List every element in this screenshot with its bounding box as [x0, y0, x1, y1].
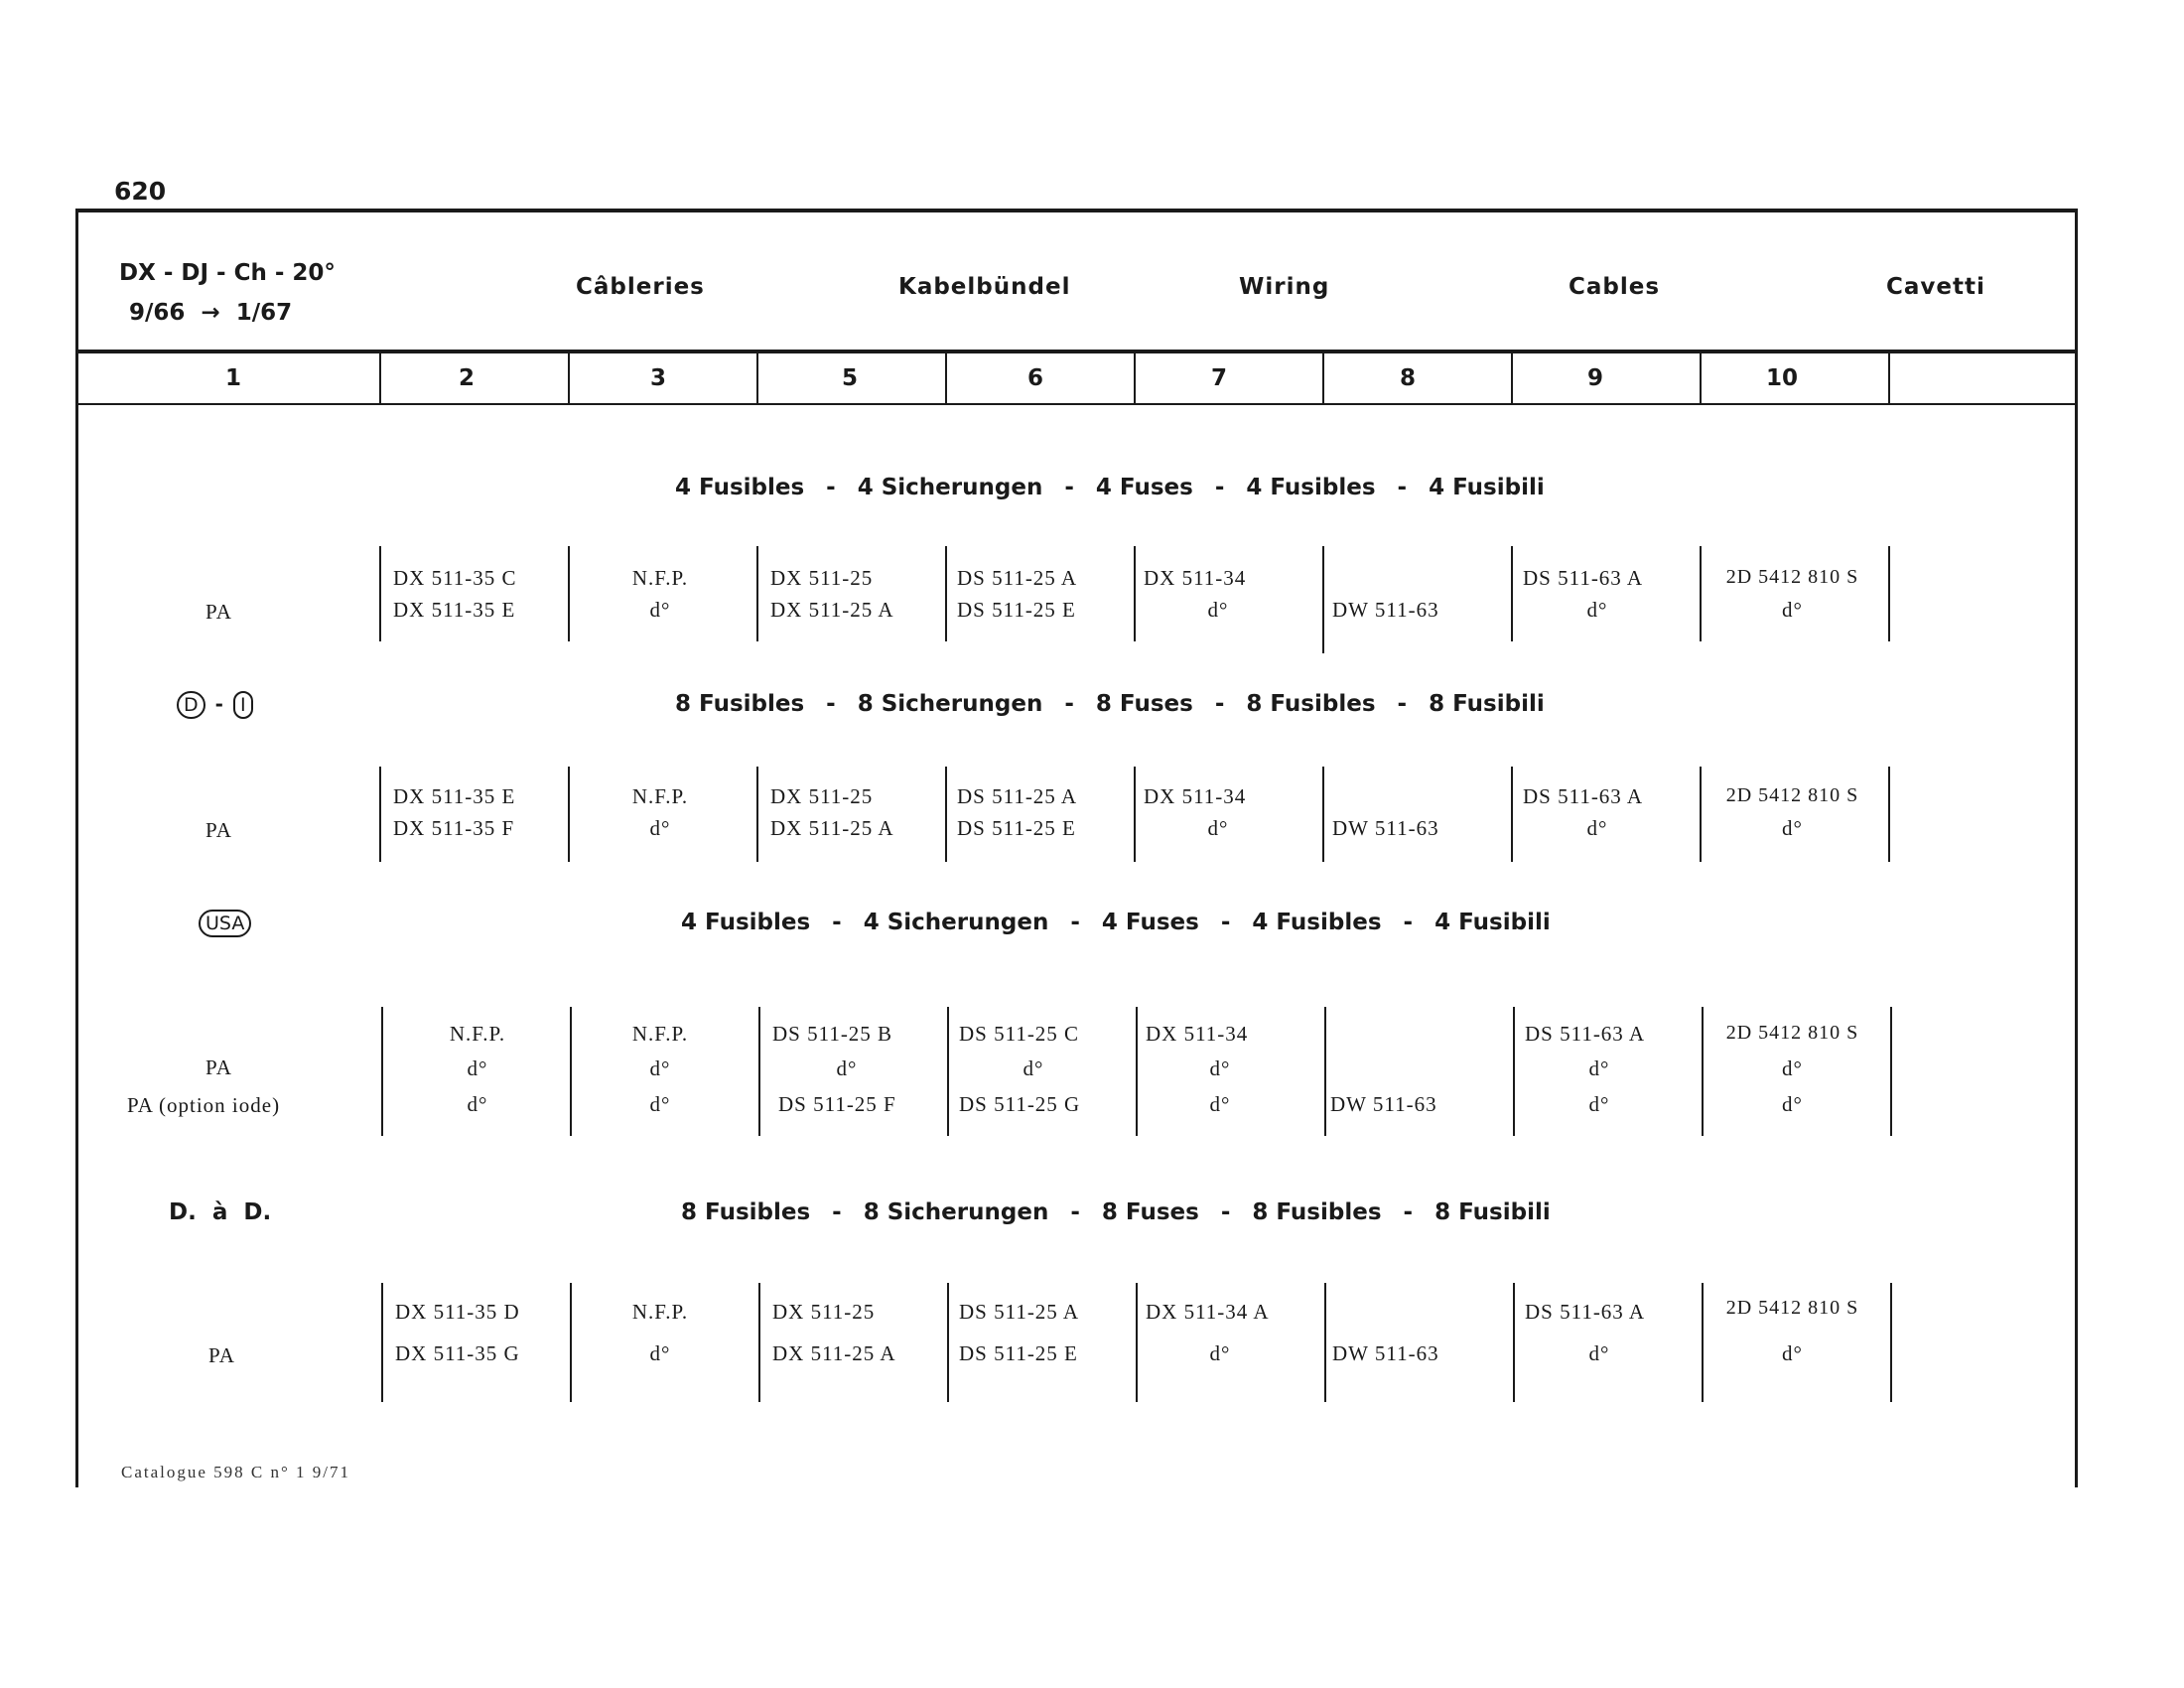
cell: DW 511-63: [1332, 1341, 1439, 1365]
band-it: 8 Fusibili: [1429, 691, 1545, 717]
cell-divider: [1134, 546, 1136, 641]
cell: d°: [1207, 598, 1229, 622]
catalogue-footer: Catalogue 598 C n° 1 9/71: [121, 1463, 351, 1481]
band-en: 4 Fuses: [1095, 475, 1193, 500]
cell: 2D 5412 810 S: [1725, 566, 1859, 588]
band-de: 8 Sicherungen: [857, 691, 1043, 717]
cell: d°: [1782, 598, 1803, 622]
band-fr: 4 Fusibles: [675, 475, 805, 500]
band-en: 8 Fuses: [1095, 691, 1193, 717]
cell: d°: [1782, 1092, 1803, 1116]
cell-divider: [1324, 1283, 1326, 1402]
col-divider: [945, 352, 947, 404]
cell: DS 511-63 A: [1523, 784, 1644, 808]
cell: DS 511-63 A: [1525, 1022, 1646, 1046]
model-date-range: [119, 293, 336, 333]
cell: d°: [1588, 1092, 1610, 1116]
cell: DX 511-34: [1146, 1022, 1249, 1046]
cell: d°: [649, 1341, 671, 1365]
cell-divider: [1324, 1007, 1326, 1136]
cell-divider: [1700, 546, 1702, 641]
band-en: 8 Fuses: [1101, 1199, 1199, 1225]
cell-divider: [1136, 1283, 1138, 1402]
cell-divider: [758, 1007, 760, 1136]
fuse-band: 4 Fusibles - 4 Sicherungen - 4 Fuses - 4 Fusibles - 4 Fusibili: [675, 475, 1545, 500]
country-badge-usa: USA: [199, 910, 251, 937]
title-es: Cables: [1569, 274, 1661, 300]
cell-divider: [1513, 1283, 1515, 1402]
col-header-1: 1: [224, 365, 241, 391]
cell: d°: [1209, 1341, 1231, 1365]
cell: d°: [467, 1056, 488, 1080]
title-fr: Câbleries: [576, 274, 705, 300]
col-divider: [1511, 352, 1513, 404]
cell: DS 511-63 A: [1523, 566, 1644, 590]
cell: d°: [1207, 816, 1229, 840]
cell-divider: [1134, 767, 1136, 862]
cell-divider: [1322, 767, 1324, 862]
cell: DW 511-63: [1332, 598, 1439, 622]
cell-divider: [379, 546, 381, 641]
cell-divider: [381, 1283, 383, 1402]
cell: DS 511-25 F: [778, 1092, 896, 1116]
cell: DS 511-25 G: [959, 1092, 1081, 1116]
cell: DX 511-25 A: [770, 598, 894, 622]
cell: DS 511-25 E: [957, 598, 1076, 622]
band-es: 8 Fusibles: [1252, 1199, 1382, 1225]
cell: DX 511-35 F: [393, 816, 515, 840]
cell: d°: [1588, 1056, 1610, 1080]
cell: DS 511-25 E: [957, 816, 1076, 840]
cell: d°: [467, 1092, 488, 1116]
col-header-2: 2: [458, 365, 475, 391]
region-marker: [177, 691, 253, 719]
band-de: 4 Sicherungen: [863, 910, 1049, 935]
cell: d°: [1588, 1341, 1610, 1365]
band-fr: 4 Fusibles: [681, 910, 811, 935]
band-es: 4 Fusibles: [1246, 475, 1376, 500]
cell: N.F.P.: [449, 1022, 506, 1046]
band-fr: 8 Fusibles: [675, 691, 805, 717]
col-header-5: 5: [841, 365, 858, 391]
model-date-from: 9/66: [129, 300, 186, 326]
cell: DX 511-25: [770, 784, 874, 808]
cell: d°: [1209, 1092, 1231, 1116]
cell-divider: [1513, 1007, 1515, 1136]
cell: 2D 5412 810 S: [1725, 1297, 1859, 1319]
col-divider: [568, 352, 570, 404]
cell-divider: [568, 767, 570, 862]
row-label: PA: [205, 1055, 232, 1079]
band-de: 8 Sicherungen: [863, 1199, 1049, 1225]
cell-divider: [1511, 767, 1513, 862]
cell-divider: [570, 1283, 572, 1402]
cell-divider: [570, 1007, 572, 1136]
arrow-right-icon: →: [201, 300, 220, 326]
cell-divider: [381, 1007, 383, 1136]
col-header-10: 10: [1765, 365, 1798, 391]
model-block: [119, 253, 336, 333]
country-badge-i: I: [233, 691, 253, 719]
cell-divider: [756, 767, 758, 862]
col-divider: [756, 352, 758, 404]
cell: d°: [1782, 1056, 1803, 1080]
cell: DS 511-25 A: [957, 566, 1078, 590]
cell: d°: [1209, 1056, 1231, 1080]
cell-divider: [1322, 546, 1324, 653]
cell: N.F.P.: [631, 566, 689, 590]
cell: DX 511-35 D: [395, 1300, 520, 1324]
band-it: 4 Fusibili: [1429, 475, 1545, 500]
cell: DX 511-35 G: [395, 1341, 520, 1365]
col-divider: [379, 352, 381, 404]
cell: d°: [1586, 816, 1608, 840]
cell: d°: [649, 598, 671, 622]
cell: DS 511-25 A: [959, 1300, 1080, 1324]
cell: DX 511-34 A: [1146, 1300, 1270, 1324]
region-marker: [199, 910, 251, 937]
cell-divider: [945, 767, 947, 862]
cell: d°: [649, 1056, 671, 1080]
col-divider: [1700, 352, 1702, 404]
title-en: Wiring: [1239, 274, 1330, 300]
row-label: PA: [205, 818, 232, 842]
fuse-band: 8 Fusibles - 8 Sicherungen - 8 Fuses - 8 Fusibles - 8 Fusibili: [681, 1199, 1551, 1225]
row-label: PA: [208, 1343, 235, 1367]
col-header-3: 3: [649, 365, 666, 391]
row-label: PA: [205, 600, 232, 624]
cell-divider: [758, 1283, 760, 1402]
cell-divider: [947, 1283, 949, 1402]
cell: d°: [1782, 1341, 1803, 1365]
cell: DS 511-25 B: [772, 1022, 893, 1046]
cell: DX 511-35 C: [393, 566, 517, 590]
fuse-band: 8 Fusibles - 8 Sicherungen - 8 Fuses - 8 Fusibles - 8 Fusibili: [675, 691, 1545, 717]
fuse-band: 4 Fusibles - 4 Sicherungen - 4 Fuses - 4 Fusibles - 4 Fusibili: [681, 910, 1551, 935]
cell-divider: [1136, 1007, 1138, 1136]
cell-divider: [1888, 546, 1890, 641]
row-label: PA (option iode): [127, 1093, 281, 1117]
cell: DX 511-34: [1144, 784, 1247, 808]
band-es: 8 Fusibles: [1246, 691, 1376, 717]
band-es: 4 Fusibles: [1252, 910, 1382, 935]
cell-divider: [756, 546, 758, 641]
model-name: DX - DJ - Ch - 20°: [119, 260, 336, 286]
frame-top-rule: [75, 209, 2078, 212]
frame-right-border: [2075, 209, 2078, 1487]
cell: DX 511-34: [1144, 566, 1247, 590]
band-de: 4 Sicherungen: [857, 475, 1043, 500]
cell-divider: [947, 1007, 949, 1136]
col-header-8: 8: [1399, 365, 1416, 391]
cell: DS 511-25 C: [959, 1022, 1080, 1046]
cell: N.F.P.: [631, 1300, 689, 1324]
cell: DX 511-25: [770, 566, 874, 590]
cell: DS 511-25 A: [957, 784, 1078, 808]
table-frame: [75, 209, 2079, 1487]
cell: d°: [649, 1092, 671, 1116]
column-header-rule: [75, 403, 2078, 405]
cell: DW 511-63: [1332, 816, 1439, 840]
frame-left-border: [75, 209, 78, 1487]
cell: DX 511-25 A: [770, 816, 894, 840]
cell: 2D 5412 810 S: [1725, 784, 1859, 806]
model-date-to: 1/67: [235, 300, 293, 326]
cell: DX 511-35 E: [393, 784, 516, 808]
cell-divider: [1888, 767, 1890, 862]
cell: N.F.P.: [631, 784, 689, 808]
cell: d°: [836, 1056, 858, 1080]
col-header-9: 9: [1586, 365, 1603, 391]
band-it: 8 Fusibili: [1434, 1199, 1551, 1225]
cell: d°: [1586, 598, 1608, 622]
cell-divider: [568, 546, 570, 641]
col-divider: [1322, 352, 1324, 404]
page-number: 620: [114, 177, 167, 206]
band-en: 4 Fuses: [1101, 910, 1199, 935]
cell: d°: [1782, 816, 1803, 840]
cell: d°: [649, 816, 671, 840]
col-header-6: 6: [1026, 365, 1043, 391]
col-divider: [1888, 352, 1890, 404]
cell: DX 511-25 A: [772, 1341, 896, 1365]
cell-divider: [379, 767, 381, 862]
cell-divider: [945, 546, 947, 641]
band-fr: 8 Fusibles: [681, 1199, 811, 1225]
cell: N.F.P.: [631, 1022, 689, 1046]
cell: 2D 5412 810 S: [1725, 1022, 1859, 1044]
marker-separator: -: [214, 692, 223, 716]
region-marker-dad: D. à D.: [169, 1199, 272, 1225]
band-it: 4 Fusibili: [1434, 910, 1551, 935]
header-rule: [75, 350, 2078, 353]
cell-divider: [1702, 1283, 1704, 1402]
cell: DS 511-25 E: [959, 1341, 1078, 1365]
cell: DX 511-25: [772, 1300, 876, 1324]
country-badge-d: D: [177, 691, 205, 719]
cell: DW 511-63: [1330, 1092, 1437, 1116]
cell: DS 511-63 A: [1525, 1300, 1646, 1324]
cell-divider: [1511, 546, 1513, 641]
col-header-7: 7: [1210, 365, 1227, 391]
title-it: Cavetti: [1886, 274, 1985, 300]
cell-divider: [1890, 1007, 1892, 1136]
cell: DX 511-35 E: [393, 598, 516, 622]
cell-divider: [1890, 1283, 1892, 1402]
cell-divider: [1700, 767, 1702, 862]
cell: d°: [1023, 1056, 1044, 1080]
col-divider: [1134, 352, 1136, 404]
cell-divider: [1702, 1007, 1704, 1136]
title-de: Kabelbündel: [898, 274, 1071, 300]
